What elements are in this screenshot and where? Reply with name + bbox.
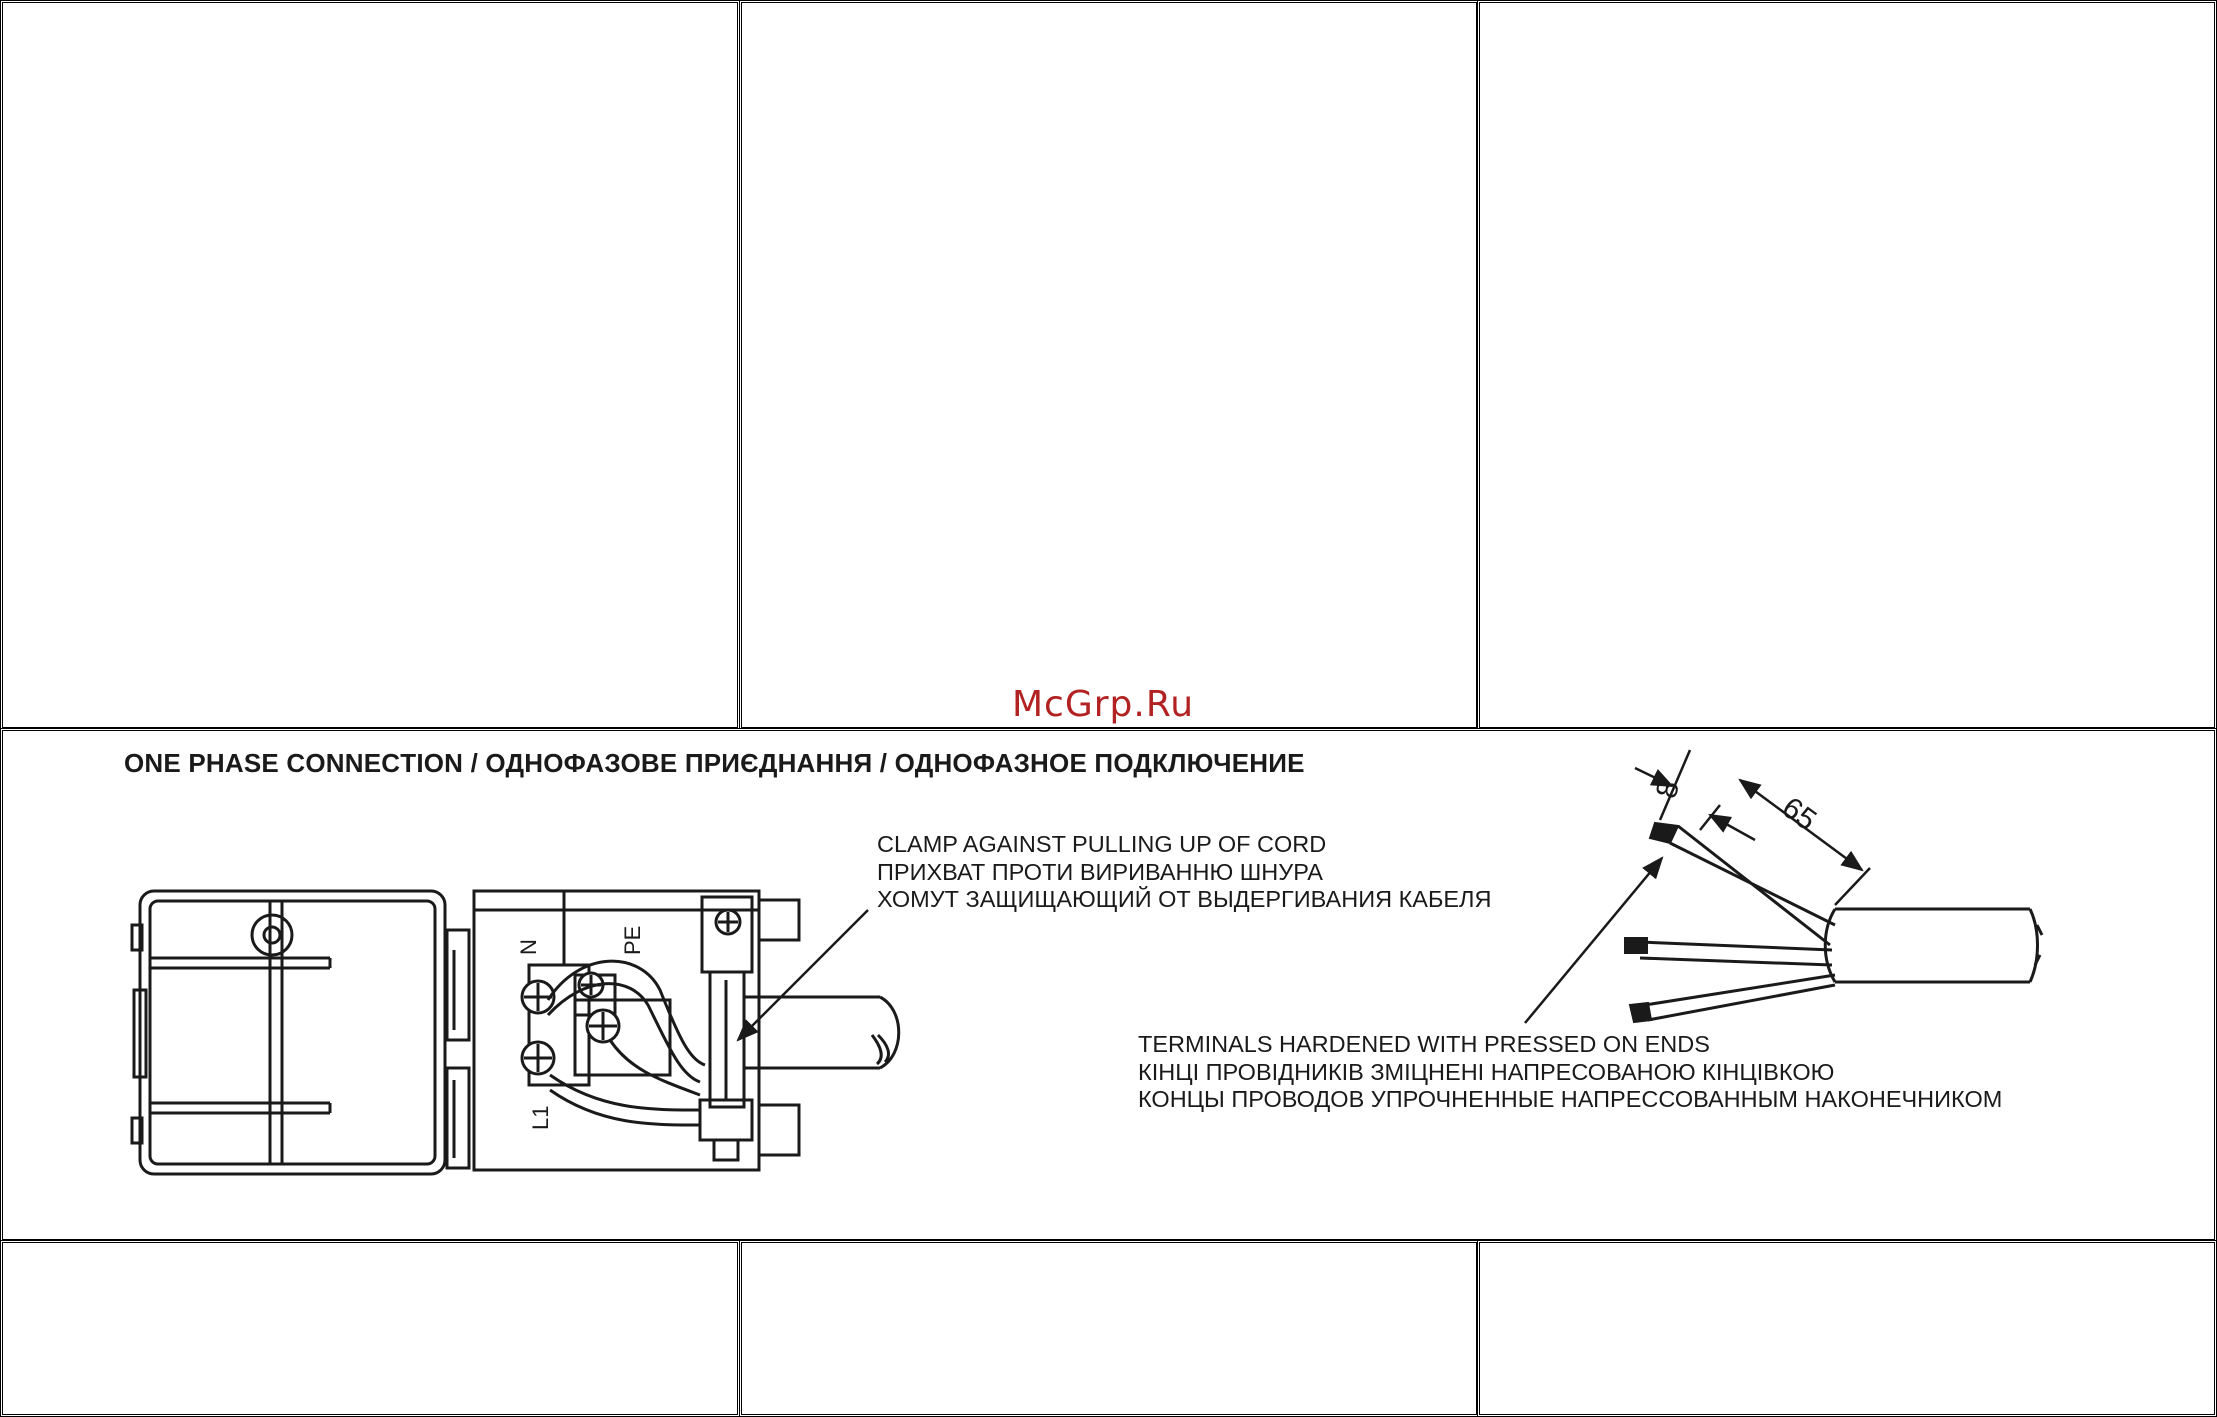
terminal-label-n: N bbox=[516, 939, 541, 955]
clamp-note-line: CLAMP AGAINST PULLING UP OF CORD bbox=[877, 831, 1327, 857]
terminal-label-pe: PE bbox=[620, 925, 645, 955]
supply-cord bbox=[745, 997, 899, 1068]
diagram-heading: ONE PHASE CONNECTION / ОДНОФАЗОВЕ ПРИЄДНАННЯ / ОДНОФАЗНОЕ ПОДКЛЮЧЕНИЕ bbox=[124, 748, 1305, 778]
dimension-label-strip: 8 bbox=[1649, 777, 1687, 802]
terminal-labels bbox=[516, 926, 645, 1130]
watermark: McGrp.Ru bbox=[1012, 684, 1195, 725]
dimension-lines bbox=[1525, 750, 1870, 1023]
terminals-note-line: TERMINALS HARDENED WITH PRESSED ON ENDS bbox=[1138, 1031, 1710, 1057]
wire-ferrules bbox=[1625, 823, 1678, 1022]
clamp-note-line: ПРИХВАТ ПРОТИ ВИРИВАННЮ ШНУРА bbox=[877, 858, 1323, 885]
terminals-note-line: КІНЦІ ПРОВІДНИКІВ ЗМІЦНЕНІ НАПРЕСОВАНОЮ КІНЦІВКОЮ bbox=[1138, 1058, 1835, 1085]
terminal-label-l1: L1 bbox=[528, 1105, 553, 1130]
terminals-note-line: КОНЦЫ ПРОВОДОВ УПРОЧНЕННЫЕ НАПРЕССОВАННЫМ НАКОНЕЧНИКОМ bbox=[1138, 1086, 2003, 1112]
clamp-note-line: ХОМУТ ЗАЩИЩАЮЩИЙ ОТ ВЫДЕРГИВАНИЯ КАБЕЛЯ bbox=[877, 886, 1492, 912]
dimension-label-jacket: 65 bbox=[1775, 790, 1823, 838]
internal-wires bbox=[548, 961, 705, 1125]
connector-housing bbox=[132, 891, 469, 1174]
